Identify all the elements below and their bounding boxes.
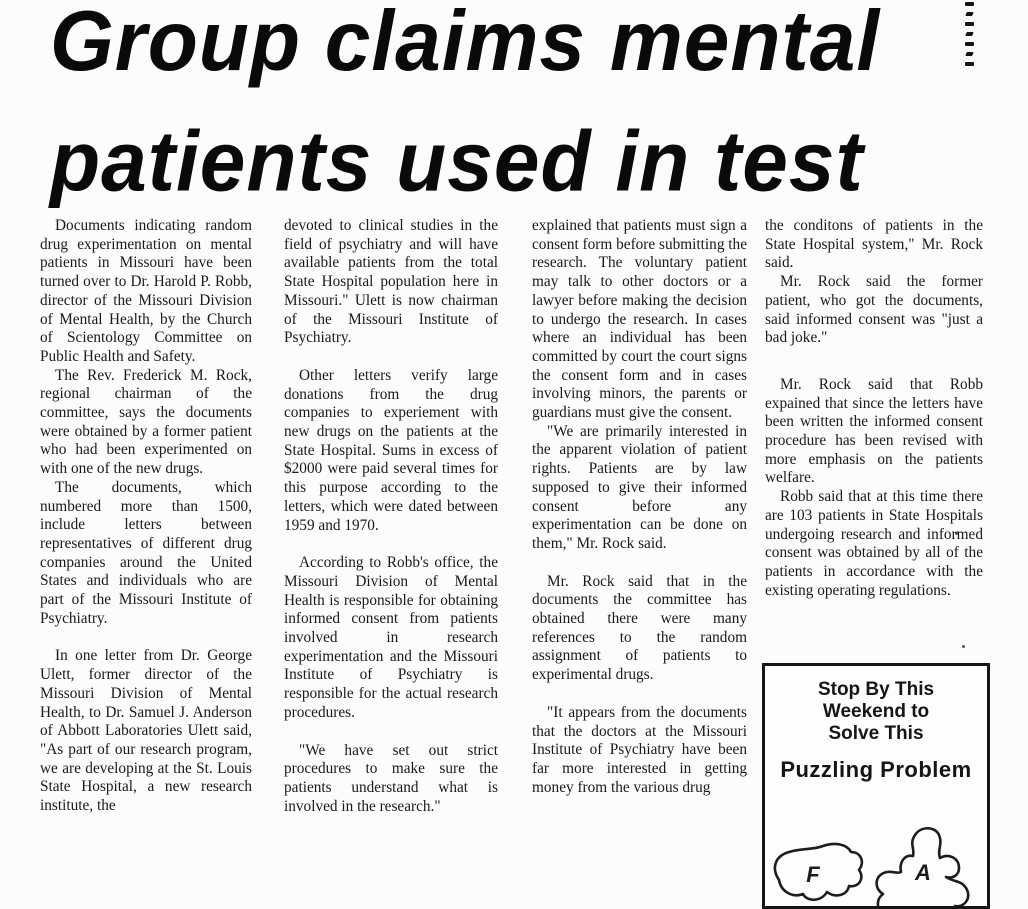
article-column-3 — [532, 217, 747, 860]
ad-title-line-1: Stop By This — [817, 679, 935, 700]
paragraph: Mr. Rock said that in the documents the committee has obtained there were many references to the random assignment of patients to experimental drugs. — [532, 572, 747, 684]
puzzle-letter-a: A — [915, 860, 931, 885]
paragraph: Documents indicating random drug experimentation on mental patients in Missouri have been turned over to Dr. Harold P. Robb, director of the Missouri Division of Mental Health, by the Church of Scientology Committee on Public Health and Safety. — [40, 217, 252, 365]
paragraph: "We have set out strict procedures to make sure the patients understand what is involved in the research." — [284, 741, 498, 815]
paragraph: In one letter from Dr. George Ulett, former director of the Missouri Division of Mental Health, to Dr. Samuel J. Anderson of Abbott Laboratories Ulett said, "As part of our research program, we are developing at the St. Louis State Hospital, a new research institute, the — [40, 647, 252, 815]
article-headline — [50, 0, 990, 223]
headline-line-1: Group claims mental — [50, 0, 881, 89]
paragraph: The Rev. Frederick M. Rock, regional chairman of the committee, says the documents were obtained by a former patient who had been experimented on with one of the new drugs. — [40, 366, 252, 478]
puzzle-letter-f: F — [806, 862, 820, 887]
scan-edge-marks — [963, 2, 975, 66]
paragraph: devoted to clinical studies in the field of psychiatry and will have available patients from the total State Hospital population here in Missouri." Ulett is now chairman of the Missouri Institute of Psychiatry. — [284, 217, 498, 347]
paragraph: The documents, which numbered more than 1500, include letters between representatives of different drug companies around the United States and individuals who are part of the Missouri Institute of Psychiatry. — [40, 478, 252, 627]
paragraph: Other letters verify large donations from the drug companies to experiement with new drugs on the patients at the State Hospital. Sums in excess of $2000 were paid several times for this purpose according to the letters, which were dated between 1959 and 1970. — [284, 366, 498, 534]
ad-title-line-3: Solve This — [828, 723, 924, 744]
article-column-1 — [40, 217, 252, 860]
puzzle-pieces-icon — [765, 818, 987, 909]
paragraph: "We are primarily interested in the apparent violation of patient rights. Patients are by law supposed to give their informed consent before any experimentation can be done on them," Mr. Rock said. — [532, 422, 747, 552]
ad-title-line-2: Weekend to — [822, 701, 930, 722]
paragraph: According to Robb's office, the Missouri Division of Mental Health is responsible for obtaining informed consent from patients involved in research experimentation and the Missouri Institute of Psychiatry is responsible for the actual research procedures. — [284, 554, 498, 721]
article-column-2 — [284, 217, 498, 860]
headline-line-2: patients used in test — [50, 114, 864, 210]
paragraph: Mr. Rock said the former patient, who got the documents, said informed consent was "just a bad joke." — [765, 273, 983, 347]
paragraph: "It appears from the documents that the doctors at the Missouri Institute of Psychiatry have been far more interested in getting money from the various drug — [532, 703, 747, 796]
paragraph: Robb said that at this time there are 103 patients in State Hospitals undergoing research and informed consent was obtained by all of the patients in accordance with the existing operating regulations. — [765, 488, 983, 599]
ad-subtitle: Puzzling Problem — [780, 757, 972, 782]
paragraph: explained that patients must sign a consent form before submitting the research. The voluntary patient may talk to other doctors or a lawyer before making the decision to undergo the research. In cases where an individual has been committed by court the court signs the consent form and in cases involving minors, the parents or guardians must give the consent. — [532, 217, 747, 422]
puzzle-ad-box — [762, 663, 990, 909]
paragraph: Mr. Rock said that Robb expained that since the letters have been written the informed consent procedure has been revised with more emphasis on the patients welfare. — [765, 375, 983, 487]
article-column-4 — [765, 217, 983, 657]
paragraph: the conditons of patients in the State Hospital system," Mr. Rock said. — [765, 217, 983, 272]
ad-title — [765, 679, 987, 745]
